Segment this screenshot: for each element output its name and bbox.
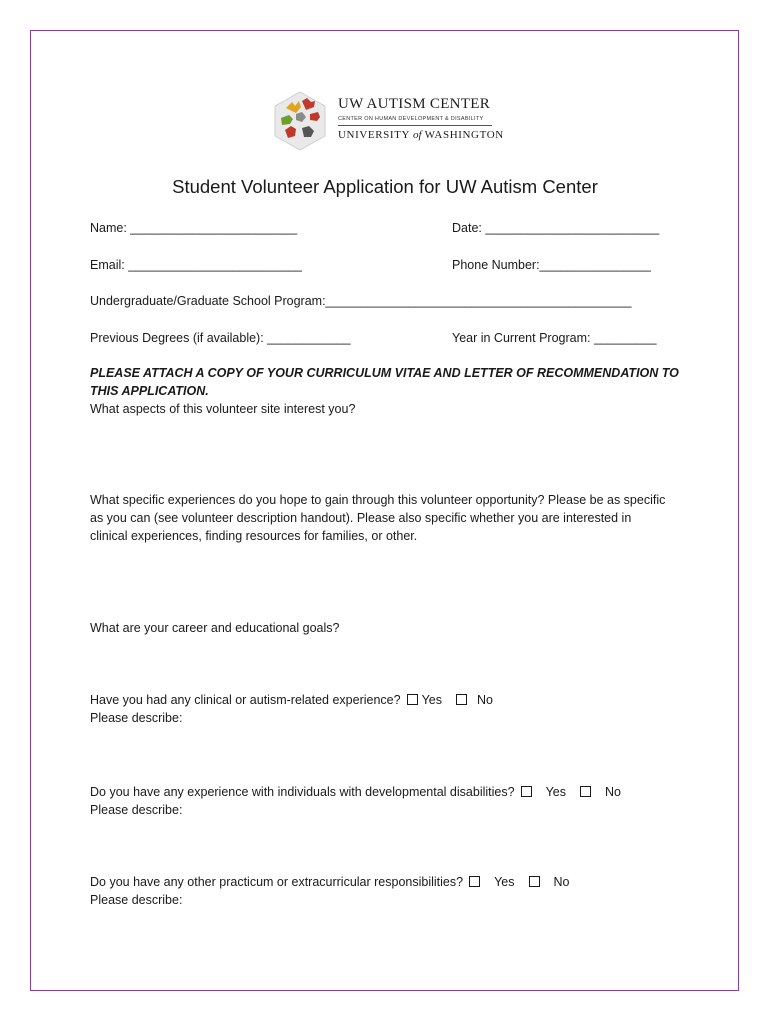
- org-title: UW AUTISM CENTER: [338, 96, 491, 112]
- phone-field[interactable]: Phone Number:________________: [452, 258, 651, 272]
- yes-label: Yes: [421, 693, 442, 707]
- previous-degrees-field[interactable]: Previous Degrees (if available): ____________: [90, 331, 351, 345]
- question-text: Have you had any clinical or autism-related experience?: [90, 693, 401, 707]
- describe-label-practicum: Please describe:: [90, 893, 183, 907]
- no-label: No: [553, 875, 570, 889]
- university-suffix: WASHINGTON: [424, 129, 504, 141]
- question-text: Do you have any other practicum or extracurricular responsibilities?: [90, 875, 464, 889]
- program-field[interactable]: Undergraduate/Graduate School Program:____________________________________________: [90, 294, 632, 308]
- university-prefix: UNIVERSITY: [338, 129, 410, 141]
- name-field[interactable]: Name: ________________________: [90, 221, 298, 235]
- university-name: [338, 129, 504, 141]
- question-experiences: What specific experiences do you hope to gain through this volunteer opportunity? Please be as specific as you can (see volunteer description handout). Please also specific whether you are interested in clinical experiences, finding resources for families, or other.: [90, 493, 666, 543]
- question-goals: What are your career and educational goals?: [90, 621, 340, 635]
- no-checkbox[interactable]: [456, 694, 467, 705]
- hands-hexagon-logo-icon: [272, 90, 328, 152]
- year-in-program-field[interactable]: Year in Current Program: _________: [452, 331, 657, 345]
- attachment-notice: PLEASE ATTACH A COPY OF YOUR CURRICULUM VITAE AND LETTER OF RECOMMENDATION TO THIS APPLICATION.: [90, 366, 679, 398]
- yes-label: Yes: [545, 785, 566, 799]
- email-field[interactable]: Email: _________________________: [90, 258, 302, 272]
- question-clinical-experience: [90, 691, 507, 709]
- yes-checkbox[interactable]: [407, 694, 418, 705]
- no-label: No: [477, 693, 493, 707]
- page-title: Student Volunteer Application for UW Autism Center: [172, 176, 598, 197]
- no-label: No: [604, 785, 621, 799]
- question-developmental-disabilities: [90, 783, 635, 801]
- question-text: Do you have any experience with individuals with developmental disabilities?: [90, 785, 515, 799]
- logo-divider: [338, 125, 492, 126]
- university-of: of: [412, 129, 422, 141]
- question-site-interest: What aspects of this volunteer site interest you?: [90, 402, 356, 416]
- org-subtitle: CENTER ON HUMAN DEVELOPMENT & DISABILITY: [338, 116, 484, 122]
- no-checkbox[interactable]: [529, 876, 540, 887]
- yes-checkbox[interactable]: [469, 876, 480, 887]
- yes-label: Yes: [494, 875, 515, 889]
- describe-label-disabilities: Please describe:: [90, 803, 183, 817]
- question-practicum: [90, 873, 583, 891]
- no-checkbox[interactable]: [580, 786, 591, 797]
- describe-label-clinical: Please describe:: [90, 711, 183, 725]
- date-field[interactable]: Date: _________________________: [452, 221, 660, 235]
- yes-checkbox[interactable]: [521, 786, 532, 797]
- uw-autism-center-logo: [272, 90, 502, 152]
